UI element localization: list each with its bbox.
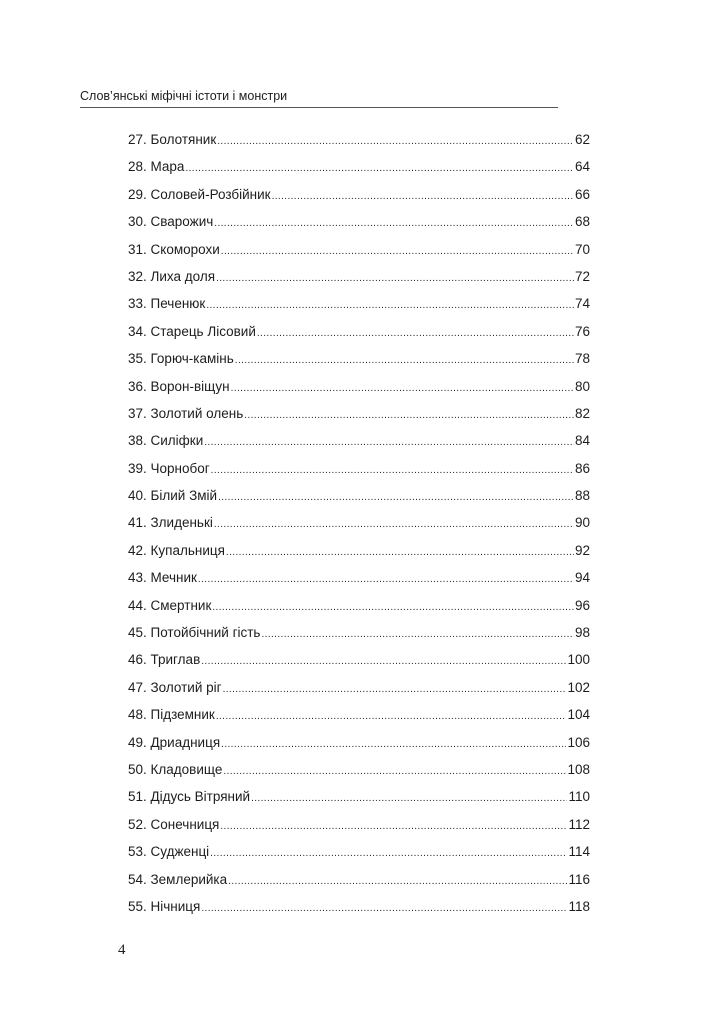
dot-leader xyxy=(251,785,567,812)
dot-leader xyxy=(226,539,574,566)
table-of-contents xyxy=(128,126,590,920)
dot-leader xyxy=(198,566,574,593)
toc-entry-page: 112 xyxy=(568,816,590,832)
dot-leader xyxy=(244,402,574,429)
toc-entry-page: 98 xyxy=(574,625,590,641)
toc-entry-title: 54. Землерийка xyxy=(128,871,228,887)
toc-entry-page: 70 xyxy=(574,241,590,257)
toc-entry xyxy=(128,564,590,591)
toc-entry xyxy=(128,811,590,838)
toc-entry-title: 41. Злиденькі xyxy=(128,515,213,531)
toc-entry-title: 47. Золотий ріг xyxy=(128,679,222,695)
toc-entry xyxy=(128,509,590,536)
toc-entry-page: 88 xyxy=(574,488,590,504)
toc-entry xyxy=(128,701,590,728)
toc-entry-title: 49. Дриадниця xyxy=(128,734,221,750)
toc-entry xyxy=(128,619,590,646)
toc-entry-title: 40. Білий Змій xyxy=(128,488,218,504)
dot-leader xyxy=(257,320,574,347)
dot-leader xyxy=(204,429,574,456)
toc-entry-page: 80 xyxy=(574,378,590,394)
toc-entry xyxy=(128,373,590,400)
toc-entry-page: 110 xyxy=(568,789,590,805)
toc-entry-title: 29. Соловей-Розбійник xyxy=(128,186,271,202)
toc-entry-page: 116 xyxy=(568,871,590,887)
toc-entry xyxy=(128,866,590,893)
dot-leader xyxy=(231,375,574,402)
toc-entry xyxy=(128,208,590,235)
toc-entry-title: 52. Сонечниця xyxy=(128,816,220,832)
dot-leader xyxy=(261,621,574,648)
dot-leader xyxy=(218,484,574,511)
dot-leader xyxy=(228,868,567,895)
toc-entry-title: 36. Ворон-віщун xyxy=(128,378,230,394)
dot-leader xyxy=(235,347,574,374)
toc-entry-page: 104 xyxy=(567,707,590,723)
toc-entry-title: 48. Підземник xyxy=(128,707,215,723)
toc-entry-title: 39. Чорнобог xyxy=(128,460,210,476)
toc-entry xyxy=(128,318,590,345)
toc-entry-page: 72 xyxy=(574,268,590,284)
toc-entry-title: 34. Старець Лісовий xyxy=(128,323,256,339)
toc-entry-page: 62 xyxy=(574,132,590,147)
toc-entry-page: 84 xyxy=(574,433,590,449)
toc-entry xyxy=(128,646,590,673)
toc-entry-title: 50. Кладовище xyxy=(128,761,223,777)
toc-entry xyxy=(128,756,590,783)
toc-entry xyxy=(128,455,590,482)
dot-leader xyxy=(185,155,574,182)
toc-entry-page: 90 xyxy=(574,515,590,531)
dot-leader xyxy=(221,731,566,758)
toc-entry-page: 74 xyxy=(574,296,590,312)
toc-entry-title: 27. Болотяник xyxy=(128,132,217,147)
toc-entry xyxy=(128,290,590,317)
toc-entry-title: 33. Печенюк xyxy=(128,296,206,312)
toc-entry xyxy=(128,345,590,372)
toc-entry-title: 45. Потойбічний гість xyxy=(128,625,261,641)
toc-entry-title: 43. Мечник xyxy=(128,570,197,586)
toc-entry xyxy=(128,236,590,263)
toc-entry xyxy=(128,482,590,509)
page-number: 4 xyxy=(118,942,126,958)
toc-entry-title: 35. Горюч-камінь xyxy=(128,351,234,367)
toc-entry-page: 108 xyxy=(567,761,590,777)
dot-leader xyxy=(210,840,567,867)
dot-leader xyxy=(211,457,574,484)
dot-leader xyxy=(214,511,574,538)
toc-entry-page: 78 xyxy=(574,351,590,367)
toc-entry-title: 51. Дідусь Вітряний xyxy=(128,789,251,805)
toc-entry-page: 106 xyxy=(567,734,590,750)
toc-entry-page: 102 xyxy=(567,679,590,695)
toc-entry-page: 96 xyxy=(574,597,590,613)
toc-entry xyxy=(128,537,590,564)
toc-entry-page: 92 xyxy=(574,542,590,558)
toc-entry-page: 76 xyxy=(574,323,590,339)
toc-entry xyxy=(128,181,590,208)
toc-entry xyxy=(128,126,590,153)
dot-leader xyxy=(201,648,566,675)
toc-entry xyxy=(128,427,590,454)
toc-entry-page: 66 xyxy=(574,186,590,202)
running-head: Слов’янські міфічні істоти і монстри xyxy=(80,88,558,108)
toc-entry-page: 114 xyxy=(568,844,590,860)
toc-entry xyxy=(128,263,590,290)
dot-leader xyxy=(220,813,567,840)
toc-entry xyxy=(128,783,590,810)
toc-entry xyxy=(128,838,590,865)
toc-entry-page: 82 xyxy=(574,405,590,421)
dot-leader xyxy=(223,676,567,703)
toc-entry xyxy=(128,592,590,619)
toc-entry-title: 32. Лиха доля xyxy=(128,268,216,284)
toc-entry xyxy=(128,400,590,427)
toc-entry-page: 94 xyxy=(574,570,590,586)
toc-entry-title: 46. Триглав xyxy=(128,652,201,668)
toc-entry xyxy=(128,674,590,701)
toc-entry-page: 100 xyxy=(567,652,590,668)
dot-leader xyxy=(216,265,574,292)
dot-leader xyxy=(212,594,574,621)
dot-leader xyxy=(201,895,567,922)
dot-leader xyxy=(217,128,574,155)
dot-leader xyxy=(223,758,566,785)
toc-entry-title: 55. Нічниця xyxy=(128,898,201,914)
toc-entry-title: 37. Золотий олень xyxy=(128,405,244,421)
dot-leader xyxy=(272,183,574,210)
toc-entry-title: 44. Смертник xyxy=(128,597,212,613)
toc-entry-title: 38. Силіфки xyxy=(128,433,204,449)
toc-entry-page: 86 xyxy=(574,460,590,476)
toc-entry-title: 42. Купальниця xyxy=(128,542,225,558)
dot-leader xyxy=(206,292,574,319)
toc-entry-page: 64 xyxy=(574,159,590,175)
toc-entry xyxy=(128,153,590,180)
dot-leader xyxy=(216,703,567,730)
toc-entry-title: 53. Судженці xyxy=(128,844,210,860)
toc-entry-title: 30. Сварожич xyxy=(128,214,214,230)
toc-entry xyxy=(128,729,590,756)
toc-entry-page: 68 xyxy=(574,214,590,230)
toc-entry-title: 31. Скоморохи xyxy=(128,241,220,257)
toc-entry-page: 118 xyxy=(568,898,590,914)
toc-entry-title: 28. Мара xyxy=(128,159,185,175)
dot-leader xyxy=(221,238,574,265)
dot-leader xyxy=(214,210,574,237)
toc-entry xyxy=(128,893,590,920)
